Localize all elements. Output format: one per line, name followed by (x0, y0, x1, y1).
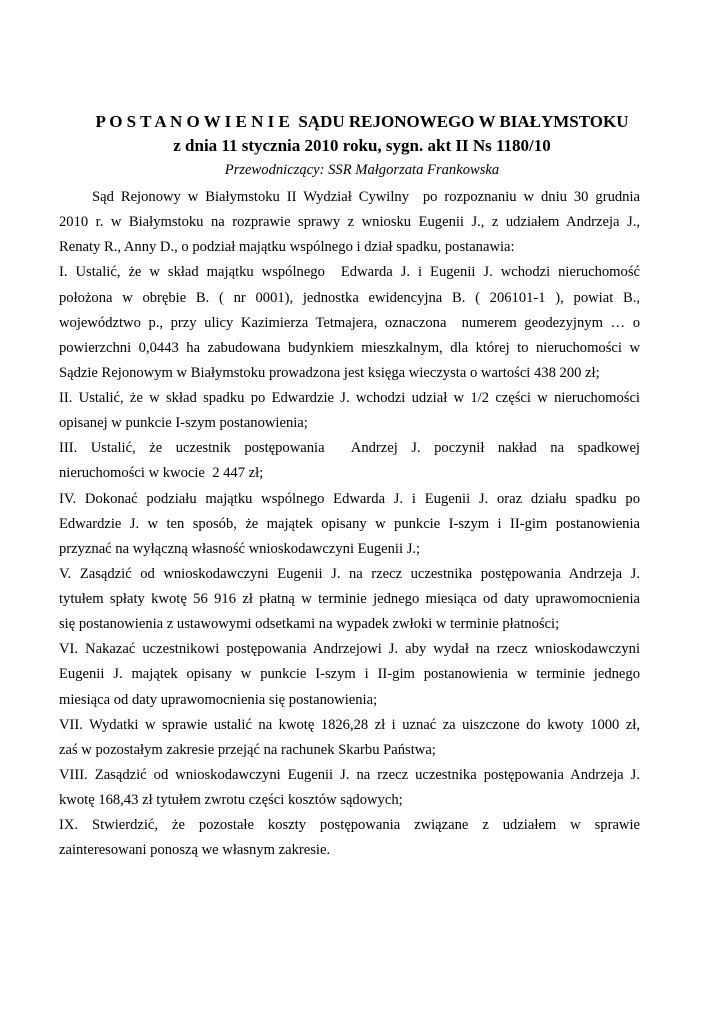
text-line: miesiąca od daty uprawomocnienia się postanowienia; (59, 691, 378, 708)
text-line: VIII. Zasądzić od wnioskodawczyni Eugenii J. na rzecz uczestnika postępowania Andrzeja J. (59, 766, 640, 783)
text-line: Eugenii J. majątek opisany w punkcie I-szym i II-gim postanowienia w terminie jednego (59, 666, 640, 683)
text-line: II. Ustalić, że w skład spadku po Edwardzie J. wchodzi udział w 1/2 części w nieruchomości (59, 390, 640, 406)
decision-item-4 (59, 487, 640, 562)
document-body (59, 185, 640, 863)
decision-item-6 (59, 637, 640, 712)
text-line: IX. Stwierdzić, że pozostałe koszty postępowania związane z udziałem w sprawie (59, 817, 640, 834)
text-line: III. Ustalić, że uczestnik postępowania Andrzej J. poczynił nakład na spadkowej (59, 440, 640, 457)
text-line: VI. Nakazać uczestnikowi postępowania Andrzejowi J. aby wydał na rzecz wnioskodawczyni (59, 641, 640, 658)
text-line: zaś w pozostałym zakresie przejąć na rachunek Skarbu Państwa; (59, 741, 436, 758)
decision-item-1 (59, 260, 640, 386)
document-header (0, 110, 724, 182)
text-line: kwotę 168,43 zł tytułem zwrotu części kosztów sądowych; (59, 792, 403, 808)
text-line: powierzchni 0,0443 ha zabudowana budynkiem mieszkalnym, dla której to nieruchomości w (59, 339, 640, 356)
text-line: IV. Dokonać podziału majątku wspólnego Edwarda J. i Eugenii J. oraz działu spadku po (59, 490, 640, 507)
text-line: Renaty R., Anny D., o podział majątku wspólnego i dział spadku, postanawia: (59, 239, 515, 256)
decision-item-9 (59, 813, 640, 863)
document-subtitle: z dnia 11 stycznia 2010 roku, sygn. akt II Ns 1180/10 (173, 136, 551, 155)
text-line: tytułem spłaty kwotę 56 916 zł płatną w terminie jednego miesiąca od daty uprawomocnienia (59, 591, 640, 607)
text-line: nieruchomości w kwocie 2 447 zł; (59, 465, 264, 482)
text-line: się postanowienia z ustawowymi odsetkami na wypadek zwłoki w terminie płatności; (59, 616, 560, 633)
text-line: zainteresowani ponoszą we własnym zakresie. (59, 842, 331, 859)
text-line: Sąd Rejonowy w Białymstoku II Wydział Cywilny po rozpoznaniu w dniu 30 grudnia (92, 189, 640, 205)
decision-item-5 (59, 562, 640, 637)
text-line: przyznać na wyłączną własność wnioskodawczyni Eugenii J.; (59, 540, 421, 557)
decision-item-8 (59, 763, 640, 813)
decision-item-7 (59, 713, 640, 763)
text-line: położona w obrębie B. ( nr 0001), jednostka ewidencyjna B. ( 206101-1 ), powiat B., (59, 289, 640, 306)
text-line: I. Ustalić, że w skład majątku wspólnego Edwarda J. i Eugenii J. wchodzi nieruchomość (59, 264, 640, 281)
text-line: opisanej w punkcie I-szym postanowienia; (59, 415, 308, 432)
text-line: Edwardzie J. w ten sposób, że majątek opisany w punkcie I-szym i II-gim postanowienia (59, 515, 640, 532)
text-line: VII. Wydatki w sprawie ustalić na kwotę 1826,28 zł i uznać za uiszczone do kwoty 1000 zł, (59, 716, 640, 733)
document-title: P O S T A N O W I E N I E SĄDU REJONOWEGO W BIAŁYMSTOKU (95, 112, 629, 131)
text-line: V. Zasądzić od wnioskodawczyni Eugenii J. na rzecz uczestnika postępowania Andrzeja J. (59, 565, 640, 582)
presiding-judge-line: Przewodniczący: SSR Małgorzata Frankowska (224, 162, 500, 178)
decision-item-3 (59, 436, 640, 486)
decision-item-2 (59, 386, 640, 436)
intro-paragraph (59, 185, 640, 260)
text-line: 2010 r. w Białymstoku na rozprawie sprawy z wniosku Eugenii J., z udziałem Andrzeja J., (59, 214, 640, 231)
text-line: województwo p., przy ulicy Kazimierza Tetmajera, oznaczona numerem geodezyjnym … o (59, 314, 640, 331)
text-line: Sądzie Rejonowym w Białymstoku prowadzona jest księga wieczysta o wartości 438 200 zł; (59, 364, 600, 381)
